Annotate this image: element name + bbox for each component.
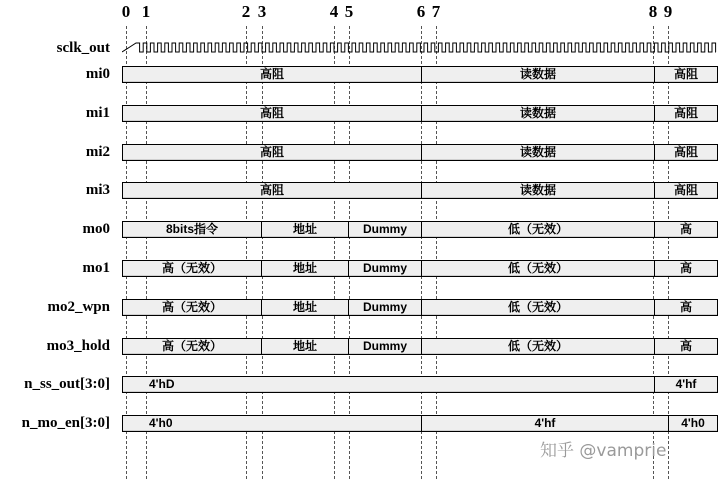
time-marker-2: 2 xyxy=(241,2,251,21)
bus-segment xyxy=(421,66,655,83)
segment-label: Dummy xyxy=(362,222,407,236)
marker-line-0 xyxy=(126,26,127,479)
marker-line-5 xyxy=(349,26,350,479)
bus-segment xyxy=(261,338,349,355)
bus-segment xyxy=(348,221,422,238)
time-marker-7: 7 xyxy=(431,2,441,21)
signal-label-mo1: mo1 xyxy=(82,260,110,276)
signal-label-mo3-hold: mo3_hold xyxy=(46,338,110,354)
marker-line-7 xyxy=(436,26,437,479)
segment-label: 高阻 xyxy=(673,183,698,197)
segment-label: 读数据 xyxy=(519,106,556,120)
bus-segment xyxy=(122,144,422,161)
segment-label: 4'h0 xyxy=(149,416,173,430)
segment-label: 高阻 xyxy=(259,67,284,81)
clock-waveform xyxy=(122,41,718,53)
segment-label: 高阻 xyxy=(259,106,284,120)
time-marker-3: 3 xyxy=(257,2,267,21)
segment-label: 高阻 xyxy=(673,106,698,120)
segment-label: Dummy xyxy=(362,261,407,275)
signal-row-mi2 xyxy=(122,144,718,161)
signal-row-mo3-hold xyxy=(122,338,718,355)
segment-label: 低（无效） xyxy=(507,339,568,353)
bus-segment xyxy=(654,338,718,355)
marker-line-3 xyxy=(262,26,263,479)
signal-row-mi3 xyxy=(122,182,718,199)
signal-row-mo2-wpn xyxy=(122,299,718,316)
bus-segment xyxy=(261,260,349,277)
time-marker-4: 4 xyxy=(329,2,339,21)
bus-segment xyxy=(654,105,718,122)
segment-label: 4'hD xyxy=(149,377,175,391)
signal-label-mo2-wpn: mo2_wpn xyxy=(47,299,110,315)
bus-segment xyxy=(122,299,262,316)
bus-segment xyxy=(654,221,718,238)
bus-segment xyxy=(348,338,422,355)
signal-label-mi3: mi3 xyxy=(85,182,110,198)
segment-label: 4'h0 xyxy=(681,416,705,430)
bus-segment xyxy=(122,221,262,238)
marker-line-6 xyxy=(421,26,422,479)
bus-segment xyxy=(421,144,655,161)
bus-segment xyxy=(421,105,655,122)
bus-segment xyxy=(654,299,718,316)
segment-label: 读数据 xyxy=(519,145,556,159)
signal-row-n-ss-out xyxy=(122,376,718,393)
segment-label: Dummy xyxy=(362,300,407,314)
bus-segment xyxy=(654,66,718,83)
bus-segment xyxy=(122,376,655,393)
bus-segment xyxy=(668,415,718,432)
marker-line-2 xyxy=(246,26,247,479)
bus-segment xyxy=(654,182,718,199)
segment-label: 4'hf xyxy=(675,377,697,391)
segment-label: 高阻 xyxy=(673,67,698,81)
bus-segment xyxy=(654,144,718,161)
bus-segment xyxy=(261,299,349,316)
segment-label: 读数据 xyxy=(519,67,556,81)
segment-label: 高阻 xyxy=(259,145,284,159)
segment-label: 8bits指令 xyxy=(165,222,218,236)
segment-label: 4'hf xyxy=(534,416,556,430)
time-marker-9: 9 xyxy=(663,2,673,21)
signal-label-n-mo-en: n_mo_en[3:0] xyxy=(21,415,110,431)
watermark: 知乎 @vamprie xyxy=(540,441,667,461)
time-marker-6: 6 xyxy=(416,2,426,21)
bus-segment xyxy=(348,299,422,316)
marker-line-8 xyxy=(653,26,654,479)
signal-row-n-mo-en xyxy=(122,415,718,432)
bus-segment xyxy=(348,260,422,277)
signal-label-mi0: mi0 xyxy=(85,66,110,82)
bus-segment xyxy=(122,105,422,122)
bus-segment xyxy=(122,260,262,277)
bus-segment xyxy=(122,182,422,199)
marker-line-9 xyxy=(668,26,669,479)
marker-line-4 xyxy=(334,26,335,479)
signal-label-mi1: mi1 xyxy=(85,105,110,121)
segment-label: 高 xyxy=(679,222,692,236)
time-marker-5: 5 xyxy=(344,2,354,21)
bus-segment xyxy=(421,221,655,238)
segment-label: 地址 xyxy=(292,339,317,353)
segment-label: 高（无效） xyxy=(161,300,222,314)
segment-label: 地址 xyxy=(292,300,317,314)
signal-label-mi2: mi2 xyxy=(85,144,110,160)
marker-line-1 xyxy=(146,26,147,479)
segment-label: 地址 xyxy=(292,261,317,275)
clock-wave-path xyxy=(122,43,716,52)
bus-segment xyxy=(421,182,655,199)
bus-segment xyxy=(122,66,422,83)
time-marker-8: 8 xyxy=(648,2,658,21)
bus-segment xyxy=(421,415,669,432)
segment-label: 高阻 xyxy=(259,183,284,197)
bus-segment xyxy=(122,415,422,432)
bus-segment xyxy=(654,260,718,277)
segment-label: 低（无效） xyxy=(507,261,568,275)
bus-segment xyxy=(421,338,655,355)
signal-row-mo1 xyxy=(122,260,718,277)
signal-label-sclk-out: sclk_out xyxy=(56,40,110,56)
segment-label: 读数据 xyxy=(519,183,556,197)
signal-row-mi0 xyxy=(122,66,718,83)
signal-label-mo0: mo0 xyxy=(82,221,110,237)
segment-label: 低（无效） xyxy=(507,222,568,236)
segment-label: 高 xyxy=(679,339,692,353)
segment-label: 高（无效） xyxy=(161,261,222,275)
segment-label: Dummy xyxy=(362,339,407,353)
bus-segment xyxy=(122,338,262,355)
signal-row-mo0 xyxy=(122,221,718,238)
time-marker-1: 1 xyxy=(141,2,151,21)
bus-segment xyxy=(421,260,655,277)
segment-label: 高 xyxy=(679,261,692,275)
bus-segment xyxy=(421,299,655,316)
bus-segment xyxy=(654,376,718,393)
signal-label-n-ss-out: n_ss_out[3:0] xyxy=(24,376,110,392)
time-marker-0: 0 xyxy=(121,2,131,21)
segment-label: 低（无效） xyxy=(507,300,568,314)
segment-label: 高 xyxy=(679,300,692,314)
bus-segment xyxy=(261,221,349,238)
segment-label: 高阻 xyxy=(673,145,698,159)
segment-label: 地址 xyxy=(292,222,317,236)
signal-row-mi1 xyxy=(122,105,718,122)
segment-label: 高（无效） xyxy=(161,339,222,353)
